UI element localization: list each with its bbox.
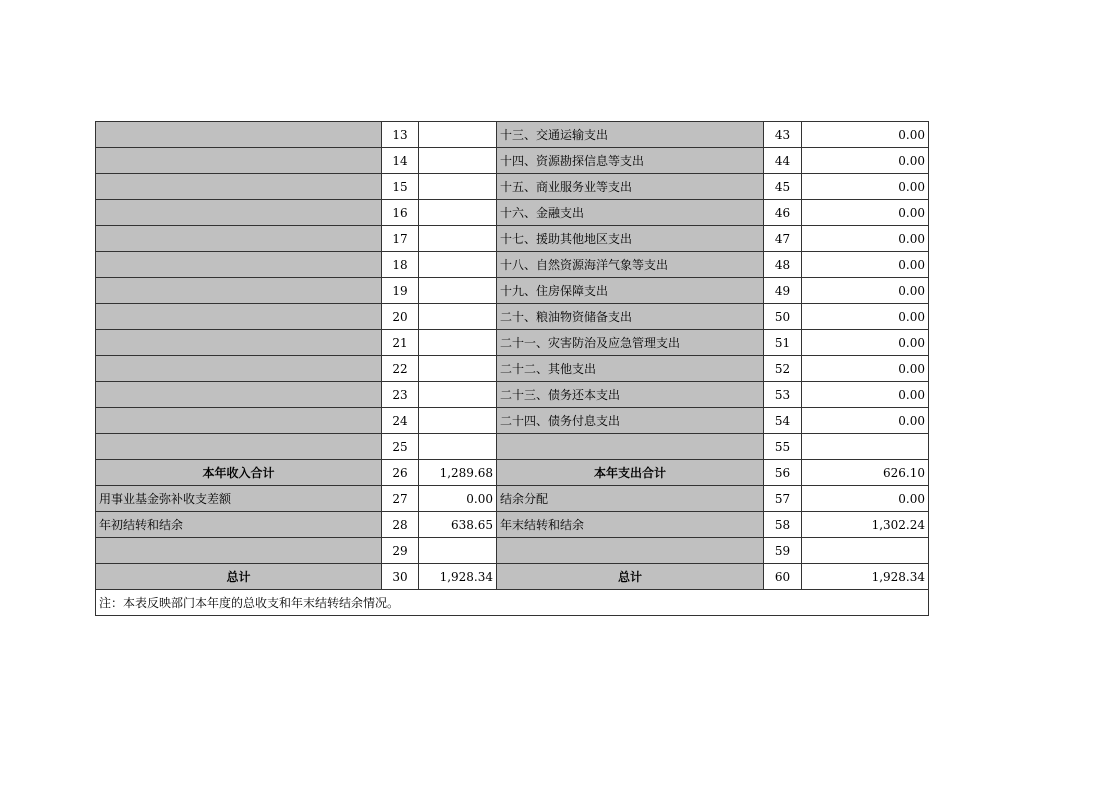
income-item-label [96, 408, 382, 434]
expense-item-label: 二十二、其他支出 [497, 356, 764, 382]
expense-amount: 1,302.24 [802, 512, 929, 538]
expense-line-no: 49 [764, 278, 802, 304]
income-line-no: 23 [382, 382, 419, 408]
table-row [96, 304, 929, 330]
expense-amount [802, 538, 929, 564]
expense-amount: 0.00 [802, 122, 929, 148]
income-item-label [96, 174, 382, 200]
income-line-no: 15 [382, 174, 419, 200]
expense-amount: 0.00 [802, 226, 929, 252]
expense-item-label: 十七、援助其他地区支出 [497, 226, 764, 252]
expense-item-label: 十九、住房保障支出 [497, 278, 764, 304]
table-row [96, 486, 929, 512]
income-amount [419, 122, 497, 148]
income-line-no: 20 [382, 304, 419, 330]
expense-item-label [497, 538, 764, 564]
income-amount [419, 226, 497, 252]
income-amount [419, 382, 497, 408]
table-row [96, 252, 929, 278]
income-item-label: 年初结转和结余 [96, 512, 382, 538]
expense-item-label: 结余分配 [497, 486, 764, 512]
expense-line-no: 55 [764, 434, 802, 460]
expense-total-label: 本年支出合计 [497, 460, 764, 486]
expense-amount: 0.00 [802, 174, 929, 200]
expense-amount: 0.00 [802, 200, 929, 226]
income-item-label [96, 226, 382, 252]
income-total-line-no: 26 [382, 460, 419, 486]
income-item-label [96, 200, 382, 226]
expense-item-label: 二十、粮油物资储备支出 [497, 304, 764, 330]
expense-line-no: 53 [764, 382, 802, 408]
income-item-label [96, 122, 382, 148]
expense-amount: 0.00 [802, 252, 929, 278]
income-amount [419, 330, 497, 356]
expense-line-no: 46 [764, 200, 802, 226]
expense-grand-total-label: 总计 [497, 564, 764, 590]
income-item-label [96, 538, 382, 564]
expense-line-no: 47 [764, 226, 802, 252]
income-grand-total-line-no: 30 [382, 564, 419, 590]
table-row [96, 226, 929, 252]
expense-amount [802, 434, 929, 460]
income-expense-table [95, 121, 929, 616]
expense-item-label: 年末结转和结余 [497, 512, 764, 538]
income-amount [419, 304, 497, 330]
expense-line-no: 52 [764, 356, 802, 382]
expense-line-no: 59 [764, 538, 802, 564]
expense-item-label: 十六、金融支出 [497, 200, 764, 226]
expense-item-label: 二十一、灾害防治及应急管理支出 [497, 330, 764, 356]
table-row [96, 356, 929, 382]
income-amount: 638.65 [419, 512, 497, 538]
table-row [96, 330, 929, 356]
table-row [96, 148, 929, 174]
income-amount [419, 278, 497, 304]
grand-total-row [96, 564, 929, 590]
table-row [96, 278, 929, 304]
expense-grand-total-amount: 1,928.34 [802, 564, 929, 590]
income-item-label [96, 278, 382, 304]
income-line-no: 19 [382, 278, 419, 304]
expense-amount: 0.00 [802, 278, 929, 304]
expense-item-label [497, 434, 764, 460]
table-row [96, 512, 929, 538]
expense-amount: 0.00 [802, 408, 929, 434]
income-line-no: 14 [382, 148, 419, 174]
income-amount [419, 538, 497, 564]
income-total-row [96, 460, 929, 486]
table-note: 注：本表反映部门本年度的总收支和年末结转结余情况。 [96, 590, 929, 616]
expense-amount: 0.00 [802, 304, 929, 330]
expense-amount: 0.00 [802, 330, 929, 356]
expense-line-no: 43 [764, 122, 802, 148]
income-item-label [96, 330, 382, 356]
income-total-label: 本年收入合计 [96, 460, 382, 486]
expense-total-amount: 626.10 [802, 460, 929, 486]
income-line-no: 13 [382, 122, 419, 148]
expense-total-line-no: 56 [764, 460, 802, 486]
income-amount: 0.00 [419, 486, 497, 512]
income-amount [419, 148, 497, 174]
expense-item-label: 十五、商业服务业等支出 [497, 174, 764, 200]
income-amount [419, 252, 497, 278]
income-line-no: 16 [382, 200, 419, 226]
income-line-no: 29 [382, 538, 419, 564]
note-row [96, 590, 929, 616]
table-row [96, 122, 929, 148]
expense-item-label: 十三、交通运输支出 [497, 122, 764, 148]
income-grand-total-label: 总计 [96, 564, 382, 590]
expense-item-label: 二十三、债务还本支出 [497, 382, 764, 408]
expense-line-no: 48 [764, 252, 802, 278]
income-line-no: 18 [382, 252, 419, 278]
expense-amount: 0.00 [802, 382, 929, 408]
income-grand-total-amount: 1,928.34 [419, 564, 497, 590]
table-body [96, 122, 929, 616]
expense-line-no: 54 [764, 408, 802, 434]
income-total-amount: 1,289.68 [419, 460, 497, 486]
income-line-no: 22 [382, 356, 419, 382]
income-item-label [96, 356, 382, 382]
income-line-no: 17 [382, 226, 419, 252]
expense-line-no: 57 [764, 486, 802, 512]
income-amount [419, 356, 497, 382]
income-item-label [96, 434, 382, 460]
income-line-no: 28 [382, 512, 419, 538]
table-row [96, 382, 929, 408]
table-row [96, 174, 929, 200]
expense-item-label: 十四、资源勘探信息等支出 [497, 148, 764, 174]
table-row [96, 538, 929, 564]
income-amount [419, 200, 497, 226]
expense-line-no: 45 [764, 174, 802, 200]
income-amount [419, 408, 497, 434]
table-row [96, 408, 929, 434]
expense-line-no: 51 [764, 330, 802, 356]
expense-line-no: 58 [764, 512, 802, 538]
expense-grand-total-line-no: 60 [764, 564, 802, 590]
income-item-label [96, 148, 382, 174]
income-amount [419, 434, 497, 460]
income-amount [419, 174, 497, 200]
income-item-label: 用事业基金弥补收支差额 [96, 486, 382, 512]
expense-amount: 0.00 [802, 356, 929, 382]
expense-item-label: 二十四、债务付息支出 [497, 408, 764, 434]
income-line-no: 25 [382, 434, 419, 460]
expense-line-no: 50 [764, 304, 802, 330]
income-line-no: 21 [382, 330, 419, 356]
income-item-label [96, 252, 382, 278]
table-row [96, 434, 929, 460]
income-line-no: 27 [382, 486, 419, 512]
income-item-label [96, 304, 382, 330]
expense-amount: 0.00 [802, 486, 929, 512]
expense-line-no: 44 [764, 148, 802, 174]
table-row [96, 200, 929, 226]
income-item-label [96, 382, 382, 408]
income-line-no: 24 [382, 408, 419, 434]
expense-item-label: 十八、自然资源海洋气象等支出 [497, 252, 764, 278]
expense-amount: 0.00 [802, 148, 929, 174]
